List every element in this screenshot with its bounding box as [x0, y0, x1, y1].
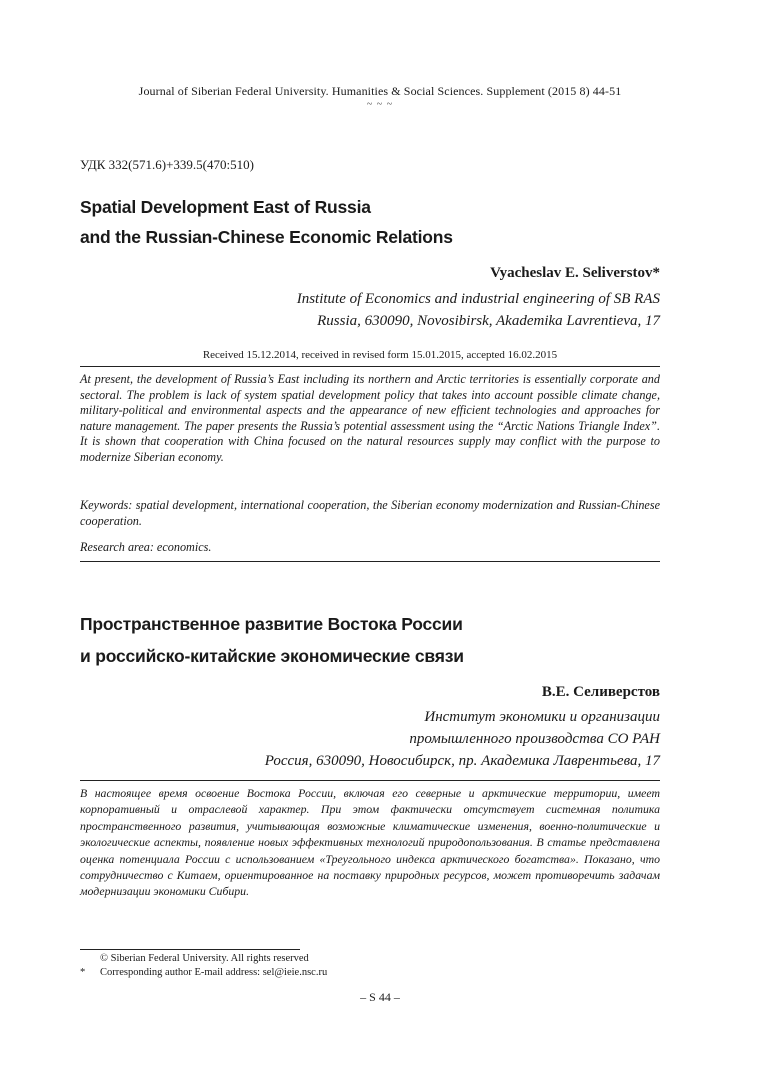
russian-affiliation-line-2: промышленного производства СО РАН	[409, 731, 660, 747]
english-title-line-2: and the Russian-Chinese Economic Relations	[80, 227, 453, 247]
page-number: – S 44 –	[360, 990, 400, 1004]
copyright-footnote	[80, 953, 309, 964]
udk-code: УДК 332(571.6)+339.5(470:510)	[80, 157, 254, 172]
english-author: Vyacheslav E. Seliverstov*	[490, 265, 660, 281]
russian-affiliation-line-3: Россия, 630090, Новосибирск, пр. Академика Лаврентьева, 17	[264, 753, 660, 769]
received-dates: Received 15.12.2014, received in revised form 15.01.2015, accepted 16.02.2015	[202, 349, 558, 361]
footnote-mark: *	[80, 967, 86, 978]
russian-title-line-2: и российско-китайские экономические связи	[80, 646, 464, 666]
corresponding-author-email: Corresponding author E-mail address: sel@ieie.nsc.ru	[100, 967, 328, 978]
copyright-text: © Siberian Federal University. All rights reserved	[100, 953, 309, 964]
corresponding-author-footnote	[80, 967, 327, 978]
english-affiliation-line-1: Institute of Economics and industrial engineering of SB RAS	[296, 291, 660, 307]
russian-author: В.Е. Селиверстов	[541, 684, 660, 700]
footnote-divider	[80, 949, 300, 950]
english-affiliation-line-2: Russia, 630090, Novosibirsk, Akademika Lavrentieva, 17	[317, 313, 660, 329]
russian-title-line-1: Пространственное развитие Востока России	[80, 614, 463, 634]
divider	[80, 366, 660, 367]
english-abstract: At present, the development of Russia’s East including its northern and Arctic territories is essentially corporate and sectoral. The problem is lack of system spatial development policy that takes into account possible climate change, military-political and environmental aspects and the appearance of new efficient technologies and approaches for nature management. The paper presents the Russia’s potential assessment using the “Arctic Nations Triangle Index”. It is shown that cooperation with China focused on the natural resources supply may conflict with the purpose to modernize Siberian economy.	[80, 372, 660, 464]
research-area: Research area: economics.	[80, 540, 212, 554]
header-ornament: ~ ~ ~	[366, 99, 394, 110]
english-keywords: Keywords: spatial development, international cooperation, the Siberian economy modernization and Russian-Chinese cooperation.	[80, 498, 660, 528]
russian-affiliation-line-1: Институт экономики и организации	[424, 709, 660, 725]
divider	[80, 561, 660, 562]
russian-abstract: В настоящее время освоение Востока России, включая его северные и арктические территории, имеет корпоративный и отраслевой характер. При этом фактически отсутствует системная политика пространственного развития, учитывающая возможные климатические изменения, военно-политические и экологические аспекты, появление новых эффективных технологий природопользования. В статье представлена оценка потенциала России с использованием «Треугольного индекса арктического богатства». Показано, что сотрудничество с Китаем, ориентированное на поставку природных ресурсов, может противоречить задачам модернизации экономики Сибири.	[80, 786, 660, 899]
english-title-line-1: Spatial Development East of Russia	[80, 197, 371, 217]
divider	[80, 780, 660, 781]
journal-header: Journal of Siberian Federal University. Humanities & Social Sciences. Supplement (2015 8) 44-51	[138, 84, 622, 98]
